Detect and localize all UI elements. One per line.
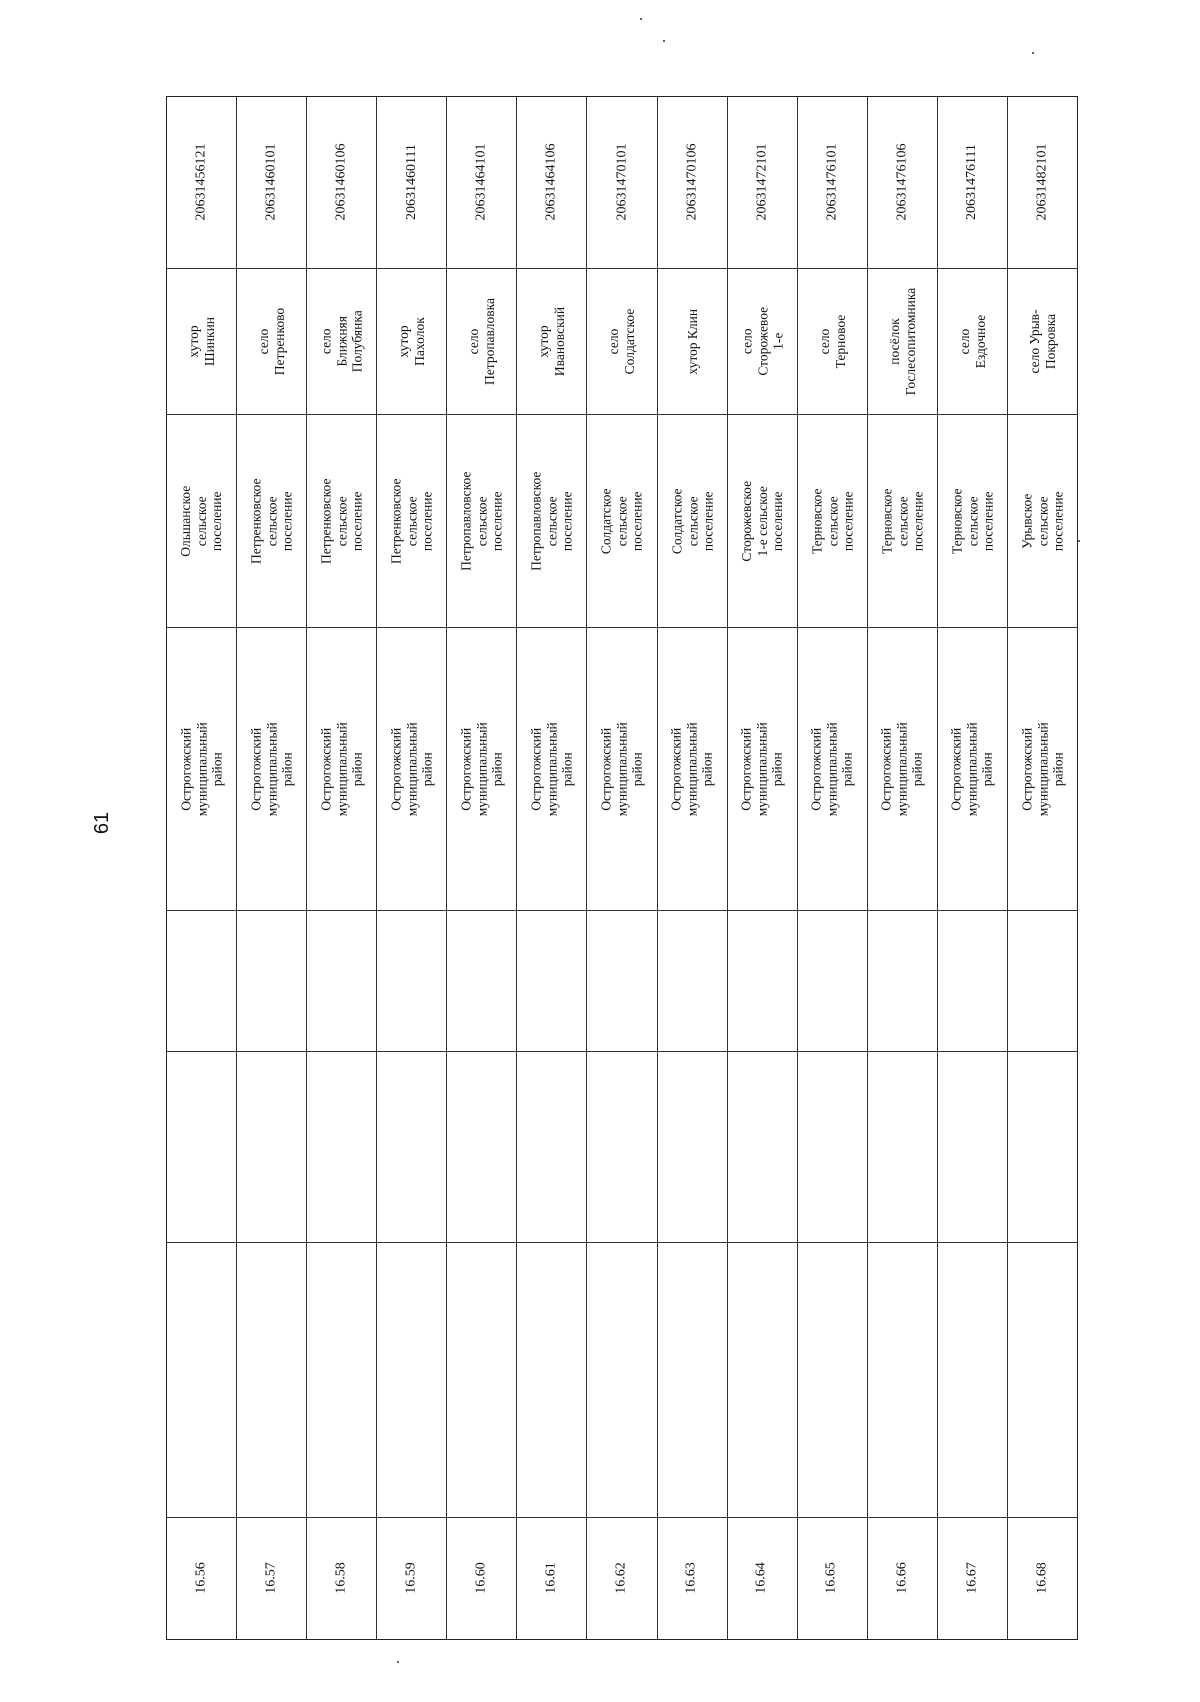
settlements-table — [166, 96, 1078, 1640]
locality-cell — [587, 269, 656, 415]
settlement-name: Урывское сельское поселение — [1019, 491, 1066, 551]
district-cell — [1008, 628, 1077, 911]
empty-cell — [938, 1243, 1007, 1518]
district-name: Острогожский муниципальный район — [388, 722, 435, 816]
empty-cell — [517, 1052, 586, 1243]
settlement-name: Терновское сельское поселение — [949, 488, 996, 554]
settlement-name: Терновское сельское поселение — [808, 488, 855, 554]
row-number: 16.64 — [754, 1562, 770, 1595]
table-row — [728, 97, 798, 1639]
row-number-cell — [938, 1518, 1007, 1639]
district-name: Острогожский муниципальный район — [178, 722, 225, 816]
empty-cell — [167, 1052, 236, 1243]
okato-code-cell — [1008, 97, 1077, 269]
okato-code: 20631482101 — [1034, 144, 1050, 221]
empty-cell — [307, 1243, 376, 1518]
empty-cell — [1008, 1243, 1077, 1518]
okato-code-cell — [798, 97, 867, 269]
okato-code-cell — [237, 97, 306, 269]
district-cell — [307, 628, 376, 911]
district-name: Острогожский муниципальный район — [598, 722, 645, 816]
empty-cell — [377, 911, 446, 1052]
settlement-cell — [728, 415, 797, 628]
row-number: 16.68 — [1034, 1562, 1050, 1595]
empty-cell — [658, 911, 727, 1052]
empty-cell — [798, 911, 867, 1052]
row-number: 16.56 — [193, 1562, 209, 1595]
locality-cell — [868, 269, 937, 415]
okato-code-cell — [377, 97, 446, 269]
table-row — [167, 97, 237, 1639]
empty-cell — [237, 1052, 306, 1243]
settlement-cell — [447, 415, 516, 628]
row-number: 16.63 — [684, 1562, 700, 1595]
row-number-cell — [167, 1518, 236, 1639]
settlement-cell — [868, 415, 937, 628]
empty-cell — [517, 1243, 586, 1518]
settlement-cell — [658, 415, 727, 628]
okato-code: 20631476111 — [964, 144, 980, 221]
okato-code-cell — [517, 97, 586, 269]
empty-cell — [728, 911, 797, 1052]
row-number: 16.59 — [403, 1562, 419, 1595]
okato-code: 20631460111 — [403, 144, 419, 221]
locality-cell — [167, 269, 236, 415]
okato-code: 20631470101 — [613, 144, 629, 221]
row-number-cell — [728, 1518, 797, 1639]
okato-code-cell — [447, 97, 516, 269]
settlement-cell — [938, 415, 1007, 628]
row-number-cell — [1008, 1518, 1077, 1639]
settlement-cell — [377, 415, 446, 628]
table-row — [237, 97, 307, 1639]
empty-cell — [377, 1052, 446, 1243]
settlement-cell — [798, 415, 867, 628]
district-name: Острогожский муниципальный район — [808, 722, 856, 816]
empty-cell — [658, 1052, 727, 1243]
empty-cell — [237, 911, 306, 1052]
scan-speck — [640, 18, 642, 20]
district-cell — [658, 628, 727, 911]
district-cell — [447, 628, 516, 911]
row-number-cell — [868, 1518, 937, 1639]
empty-cell — [868, 1243, 937, 1518]
locality-cell — [938, 269, 1007, 415]
district-cell — [798, 628, 867, 911]
row-number: 16.58 — [333, 1562, 349, 1595]
locality-cell — [307, 269, 376, 415]
empty-cell — [728, 1243, 797, 1518]
empty-cell — [377, 1243, 446, 1518]
district-cell — [587, 628, 656, 911]
table-row — [587, 97, 657, 1639]
settlement-name: Петренковское сельское поселение — [388, 478, 435, 564]
row-number-cell — [377, 1518, 446, 1639]
settlement-name: Петропавловское сельское поселение — [458, 471, 505, 571]
okato-code: 20631464106 — [543, 144, 559, 221]
table-row — [868, 97, 938, 1639]
empty-cell — [167, 1243, 236, 1518]
locality-cell — [798, 269, 867, 415]
locality-name: село Солдатское — [606, 308, 638, 375]
table-row — [798, 97, 868, 1639]
locality-cell — [237, 269, 306, 415]
district-cell — [728, 628, 797, 911]
locality-name: село Петренково — [256, 307, 287, 376]
locality-name: село Сторожевое 1-е — [738, 307, 785, 376]
settlement-cell — [517, 415, 586, 628]
empty-cell — [868, 1052, 937, 1243]
row-number-cell — [587, 1518, 656, 1639]
district-name: Острогожский муниципальный район — [879, 722, 926, 816]
settlement-name: Петренковское сельское поселение — [248, 478, 295, 564]
table-row — [307, 97, 377, 1639]
district-name: Острогожский муниципальный район — [949, 722, 996, 816]
locality-name: село Ездочное — [956, 314, 988, 369]
row-number: 16.66 — [894, 1562, 910, 1595]
row-number-cell — [798, 1518, 867, 1639]
empty-cell — [1008, 911, 1077, 1052]
district-name: Острогожский муниципальный район — [458, 722, 505, 816]
empty-cell — [307, 1052, 376, 1243]
empty-cell — [517, 911, 586, 1052]
locality-name: хутор Пахолок — [396, 317, 427, 366]
settlement-cell — [237, 415, 306, 628]
empty-cell — [237, 1243, 306, 1518]
district-cell — [167, 628, 236, 911]
settlement-name: Солдатское сельское поселение — [668, 488, 715, 554]
locality-cell — [728, 269, 797, 415]
locality-name: село Ближняя Полубянка — [318, 310, 365, 373]
okato-code: 20631460101 — [263, 144, 279, 221]
empty-cell — [447, 911, 516, 1052]
district-name: Острогожский муниципальный район — [248, 722, 295, 816]
okato-code-cell — [587, 97, 656, 269]
table-row — [658, 97, 728, 1639]
okato-code-cell — [938, 97, 1007, 269]
empty-cell — [1008, 1052, 1077, 1243]
row-number: 16.57 — [263, 1562, 279, 1595]
settlement-name: Солдатское сельское поселение — [598, 488, 645, 554]
district-cell — [868, 628, 937, 911]
settlement-name: Терновское сельское поселение — [879, 488, 926, 554]
empty-cell — [798, 1052, 867, 1243]
locality-name: село Терновое — [816, 314, 848, 369]
table-row — [1008, 97, 1077, 1639]
empty-cell — [798, 1243, 867, 1518]
district-name: Острогожский муниципальный район — [1019, 722, 1066, 816]
scan-speck — [1032, 52, 1034, 54]
settlement-cell — [167, 415, 236, 628]
locality-name: село Петропавловка — [466, 298, 497, 385]
row-number-cell — [447, 1518, 516, 1639]
row-number-cell — [307, 1518, 376, 1639]
empty-cell — [447, 1243, 516, 1518]
locality-name: село Урыв-Покровка — [1026, 309, 1058, 374]
okato-code: 20631476106 — [894, 144, 910, 221]
empty-cell — [587, 911, 656, 1052]
okato-code: 20631476101 — [824, 144, 840, 221]
district-cell — [237, 628, 306, 911]
scan-speck — [1078, 540, 1080, 542]
settlement-name: Сторожевское 1-е сельское поселение — [738, 480, 785, 562]
table-row — [447, 97, 517, 1639]
locality-name: хутор Ивановский — [536, 306, 567, 377]
table-row — [517, 97, 587, 1639]
empty-cell — [728, 1052, 797, 1243]
settlement-cell — [307, 415, 376, 628]
okato-code-cell — [307, 97, 376, 269]
district-cell — [938, 628, 1007, 911]
settlement-cell — [1008, 415, 1077, 628]
empty-cell — [658, 1243, 727, 1518]
empty-cell — [938, 911, 1007, 1052]
okato-code: 20631464101 — [473, 144, 489, 221]
settlement-name: Петренковское сельское поселение — [318, 478, 365, 564]
row-number-cell — [658, 1518, 727, 1639]
okato-code-cell — [728, 97, 797, 269]
district-cell — [377, 628, 446, 911]
scan-speck — [397, 1661, 399, 1663]
table-row — [377, 97, 447, 1639]
okato-code-cell — [167, 97, 236, 269]
empty-cell — [587, 1052, 656, 1243]
table-row — [938, 97, 1008, 1639]
okato-code: 20631470106 — [684, 144, 700, 221]
district-name: Острогожский муниципальный район — [528, 722, 575, 816]
row-number-cell — [237, 1518, 306, 1639]
locality-cell — [377, 269, 446, 415]
empty-cell — [307, 911, 376, 1052]
empty-cell — [938, 1052, 1007, 1243]
locality-name: посёлок Гослесопитомника — [886, 287, 918, 396]
district-cell — [517, 628, 586, 911]
okato-code: 20631472101 — [754, 144, 770, 221]
okato-code-cell — [868, 97, 937, 269]
district-name: Острогожский муниципальный район — [738, 722, 785, 816]
row-number: 16.60 — [473, 1562, 489, 1595]
page-number: 61 — [91, 811, 113, 835]
locality-cell — [1008, 269, 1077, 415]
row-number-cell — [517, 1518, 586, 1639]
locality-cell — [658, 269, 727, 415]
empty-cell — [167, 911, 236, 1052]
district-name: Острогожский муниципальный район — [318, 722, 365, 816]
locality-name: хутор Шинкин — [186, 316, 217, 367]
locality-cell — [447, 269, 516, 415]
scan-speck — [663, 40, 665, 42]
row-number: 16.65 — [824, 1562, 840, 1595]
settlement-cell — [587, 415, 656, 628]
row-number: 16.61 — [543, 1562, 559, 1595]
settlement-name: Ольшанское сельское поселение — [178, 485, 225, 557]
locality-name: хутор Клин — [684, 308, 700, 375]
row-number: 16.67 — [964, 1562, 980, 1595]
empty-cell — [587, 1243, 656, 1518]
settlement-name: Петропавловское сельское поселение — [528, 471, 575, 571]
empty-cell — [868, 911, 937, 1052]
district-name: Острогожский муниципальный район — [668, 722, 715, 816]
okato-code: 20631460106 — [333, 144, 349, 221]
okato-code: 20631456121 — [193, 144, 209, 221]
locality-cell — [517, 269, 586, 415]
empty-cell — [447, 1052, 516, 1243]
row-number: 16.62 — [613, 1562, 629, 1595]
okato-code-cell — [658, 97, 727, 269]
